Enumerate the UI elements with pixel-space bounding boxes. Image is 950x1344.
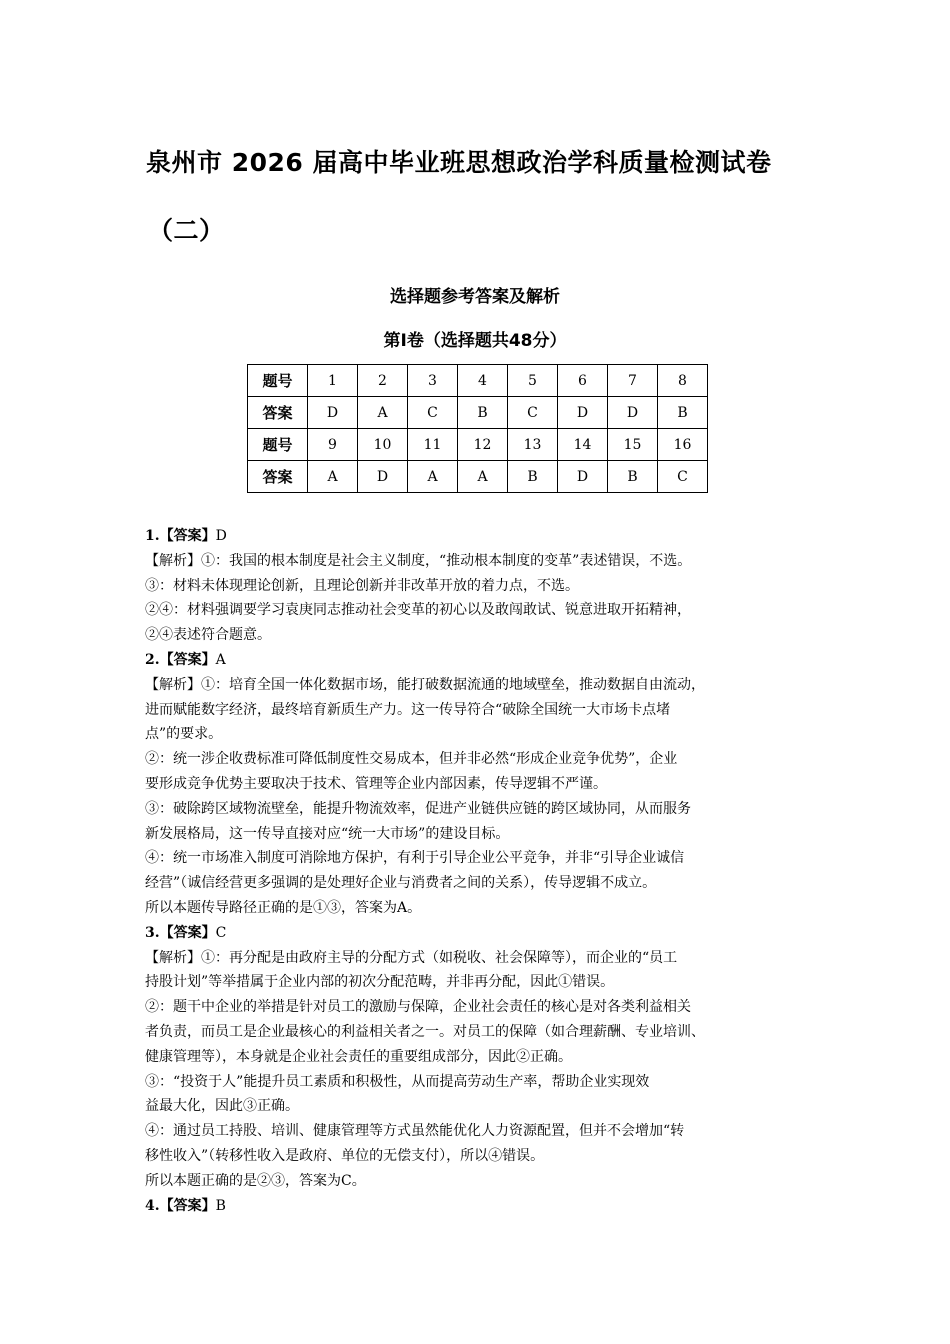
explanation-line: ④：通过员工持股、培训、健康管理等方式虽然能优化人力资源配置，但并不会增加“转: [145, 1123, 685, 1140]
explanation-line: ②：统一涉企收费标准可降低制度性交易成本，但并非必然“形成企业竞争优势”，企业: [145, 751, 678, 768]
question-number: 3.: [145, 924, 160, 941]
question-number-cell: 7: [608, 365, 658, 397]
explanation-line: 健康管理等），本身就是企业社会责任的重要组成部分，因此②正确。: [145, 1048, 572, 1065]
explanations: [145, 524, 817, 1218]
answer-label: 【答案】: [159, 528, 216, 544]
answer-cell: A: [458, 461, 508, 493]
answer-cell: D: [358, 461, 408, 493]
answer-cell: C: [658, 461, 708, 493]
explanation-line: 所以本题正确的是②③，答案为C。: [145, 1172, 366, 1189]
explanation-line: 点”的要求。: [145, 726, 223, 743]
question-number-cell: 4: [458, 365, 508, 397]
question-number-cell: 11: [408, 429, 458, 461]
explanation-line: ②④：材料强调要学习袁庚同志推动社会变革的初心以及敢闯敢试、锐意进取开拓精神，: [145, 602, 691, 619]
document-title-line1: 泉州市 2026 届高中毕业班思想政治学科质量检测试卷: [146, 148, 772, 177]
table-row: [248, 429, 708, 461]
answer-cell: D: [558, 397, 608, 429]
answer-row-label: 答案: [248, 461, 308, 493]
answer-cell: B: [608, 461, 658, 493]
answer-value: B: [215, 1197, 226, 1214]
answer-cell: D: [608, 397, 658, 429]
question-number-cell: 8: [658, 365, 708, 397]
question-number-cell: 15: [608, 429, 658, 461]
question-number: 4.: [145, 1197, 160, 1214]
answer-row-label: 答案: [248, 397, 308, 429]
explanation-line: 【解析】①：再分配是由政府主导的分配方式（如税收、社会保障等），而企业的“员工: [145, 949, 678, 966]
answer-line: [145, 648, 817, 673]
answer-cell: D: [558, 461, 608, 493]
question-number-cell: 6: [558, 365, 608, 397]
question-number-cell: 1: [308, 365, 358, 397]
explanation-line: ②④表述符合题意。: [145, 627, 271, 644]
question-number-cell: 10: [358, 429, 408, 461]
answer-cell: D: [308, 397, 358, 429]
answer-value: A: [215, 651, 226, 668]
explanation-line: 持股计划”等举措属于企业内部的初次分配范畴，并非再分配，因此①错误。: [145, 974, 615, 991]
table-row: [248, 365, 708, 397]
question-number-cell: 12: [458, 429, 508, 461]
question-number-cell: 9: [308, 429, 358, 461]
answer-line: [145, 921, 817, 946]
question-number-row-label: 题号: [248, 365, 308, 397]
answer-cell: A: [358, 397, 408, 429]
explanation-line: 益最大化，因此③正确。: [145, 1098, 299, 1115]
question-number-cell: 13: [508, 429, 558, 461]
section-heading: 第Ⅰ卷（选择题共48分）: [383, 331, 567, 351]
answer-label: 【答案】: [159, 1197, 216, 1214]
question-number-cell: 5: [508, 365, 558, 397]
explanation-line: ②：题干中企业的举措是针对员工的激励与保障，企业社会责任的核心是对各类利益相关: [145, 999, 691, 1016]
table-row: [248, 461, 708, 493]
question-number-cell: 14: [558, 429, 608, 461]
document-subtitle: 选择题参考答案及解析: [390, 287, 560, 307]
answer-label: 【答案】: [159, 924, 216, 941]
explanation-line: ③：破除跨区域物流壁垒，能提升物流效率，促进产业链供应链的跨区域协同，从而服务: [145, 800, 691, 817]
explanation-line: ④：统一市场准入制度可消除地方保护，有利于引导企业公平竞争，并非“引导企业诚信: [145, 850, 685, 867]
answer-cell: B: [658, 397, 708, 429]
question-number-cell: 3: [408, 365, 458, 397]
question-number-row-label: 题号: [248, 429, 308, 461]
explanation-line: 要形成竞争优势主要取决于技术、管理等企业内部因素，传导逻辑不严谨。: [145, 775, 607, 792]
explanation-line: 所以本题传导路径正确的是①③，答案为A。: [145, 899, 422, 916]
explanation-line: 者负责，而员工是企业最核心的利益相关者之一。对员工的保障（如合理薪酬、专业培训、: [145, 1023, 705, 1040]
answer-cell: B: [508, 461, 558, 493]
explanation-line: 经营”（诚信经营更多强调的是处理好企业与消费者之间的关系），传导逻辑不成立。: [145, 875, 657, 892]
answer-line: [145, 524, 817, 549]
answer-cell: C: [508, 397, 558, 429]
question-number-cell: 2: [358, 365, 408, 397]
answer-cell: A: [408, 461, 458, 493]
answer-label: 【答案】: [159, 651, 216, 668]
answer-cell: A: [308, 461, 358, 493]
explanation-line: 【解析】①：我国的根本制度是社会主义制度，“推动根本制度的变革”表述错误，不选。: [145, 552, 692, 569]
explanation-line: ③：“投资于人”能提升员工素质和积极性，从而提高劳动生产率，帮助企业实现效: [145, 1073, 650, 1090]
answer-table: [247, 364, 708, 493]
question-number: 1.: [145, 528, 160, 544]
answer-value: C: [215, 924, 227, 941]
explanation-line: 【解析】①：培育全国一体化数据市场，能打破数据流通的地域壁垒，推动数据自由流动，: [145, 676, 705, 693]
table-row: [248, 397, 708, 429]
answer-cell: C: [408, 397, 458, 429]
explanation-line: 移性收入”（转移性收入是政府、单位的无偿支付），所以④错误。: [145, 1147, 545, 1164]
answer-cell: B: [458, 397, 508, 429]
answer-line: [145, 1194, 817, 1219]
question-number: 2.: [145, 651, 160, 668]
answer-value: D: [215, 528, 227, 544]
question-number-cell: 16: [658, 429, 708, 461]
explanation-line: 进而赋能数字经济，最终培育新质生产力。这一传导符合“破除全国统一大市场卡点堵: [145, 701, 671, 718]
document-title-line2: （二）: [148, 216, 225, 245]
explanation-line: 新发展格局，这一传导直接对应“统一大市场”的建设目标。: [145, 825, 510, 842]
explanation-line: ③：材料未体现理论创新，且理论创新并非改革开放的着力点，不选。: [145, 577, 579, 594]
